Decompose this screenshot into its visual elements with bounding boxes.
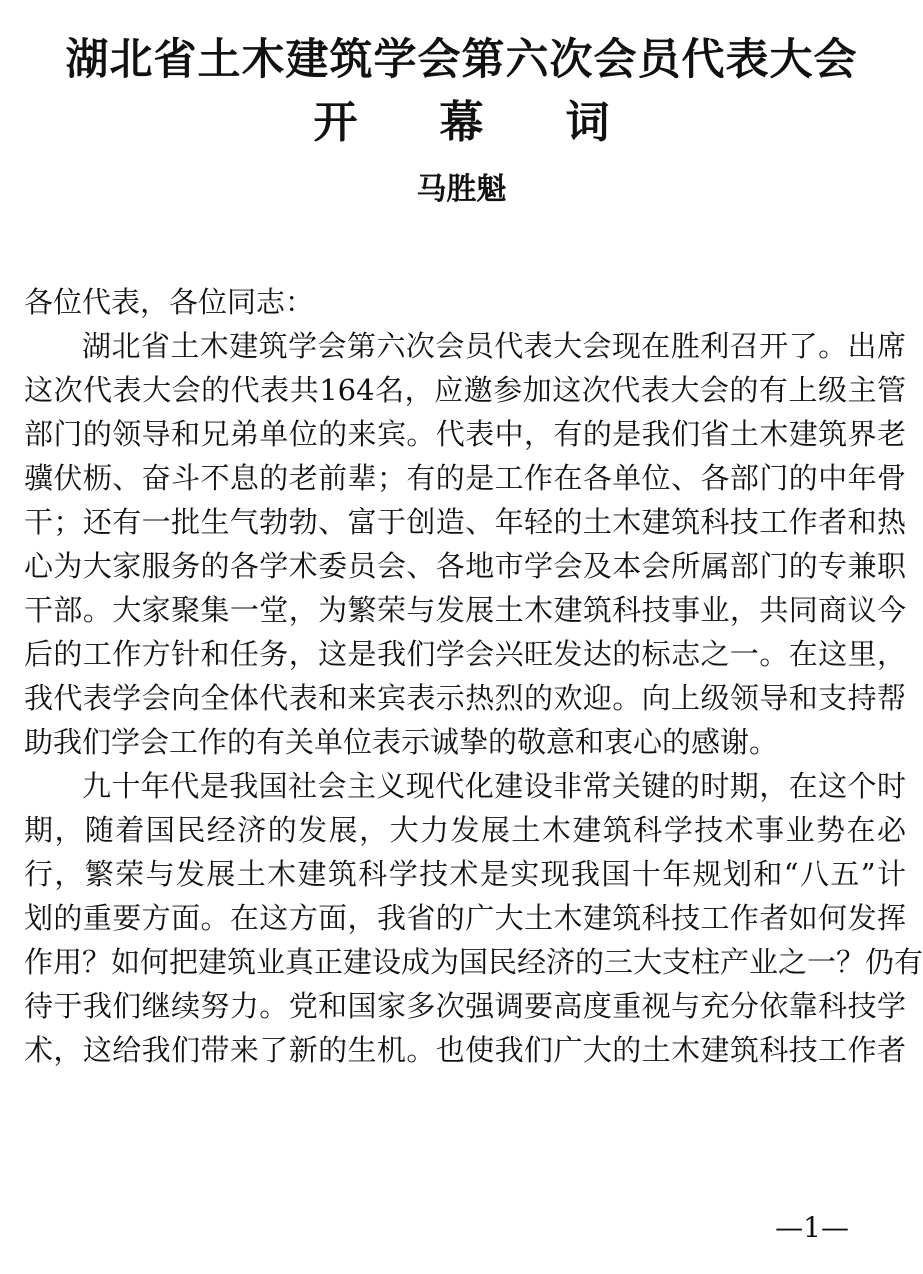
paragraph-2: [24, 764, 923, 1072]
body-text: [24, 280, 923, 1072]
paragraph-1: [24, 324, 906, 764]
document-subtitle: 开幕词: [313, 97, 692, 148]
salutation: 各位代表，各位同志：: [24, 285, 315, 319]
text-line: 心为大家服务的各学术委员会、各地市学会及本会所属部门的专兼职: [24, 549, 906, 583]
text-line: 九十年代是我国社会主义现代化建设非常关键的时期，在这个时: [82, 769, 906, 803]
text-line: 期，随着国民经济的发展，大力发展土木建筑科学技术事业势在必: [24, 813, 906, 847]
text-line: 干；还有一批生气勃勃、富于创造、年轻的土木建筑科技工作者和热: [24, 505, 906, 539]
text-line: 术，这给我们带来了新的生机。也使我们广大的土木建筑科技工作者: [24, 1033, 906, 1067]
text-line: 湖北省土木建筑学会第六次会员代表大会现在胜利召开了。出席: [82, 329, 906, 363]
page-number: —1—: [775, 1211, 849, 1244]
author-name: 马胜魁: [416, 172, 507, 207]
text-line: 助我们学会工作的有关单位表示诚挚的敬意和衷心的感谢。: [24, 725, 779, 759]
text-line: 划的重要方面。在这方面，我省的广大土木建筑科技工作者如何发挥: [24, 901, 906, 935]
text-line: 我代表学会向全体代表和来宾表示热烈的欢迎。向上级领导和支持帮: [24, 681, 906, 715]
text-line: 作用？如何把建筑业真正建设成为国民经济的三大支柱产业之一？仍有: [24, 945, 923, 979]
text-line: 骥伏枥、奋斗不息的老前辈；有的是工作在各单位、各部门的中年骨: [24, 461, 906, 495]
text-line: 干部。大家聚集一堂，为繁荣与发展土木建筑科技事业，共同商议今: [24, 593, 906, 627]
text-line: 部门的领导和兄弟单位的来宾。代表中，有的是我们省土木建筑界老: [24, 417, 906, 451]
text-line: 行，繁荣与发展土木建筑科学技术是实现我国十年规划和“八五”计: [24, 857, 906, 891]
text-line: 待于我们继续努力。党和国家多次强调要高度重视与充分依靠科技学: [24, 989, 906, 1023]
text-line: 这次代表大会的代表共164名，应邀参加这次代表大会的有上级主管: [24, 373, 906, 407]
text-line: 后的工作方针和任务，这是我们学会兴旺发达的标志之一。在这里，: [24, 637, 906, 671]
document-title: 湖北省土木建筑学会第六次会员代表大会: [65, 35, 858, 85]
